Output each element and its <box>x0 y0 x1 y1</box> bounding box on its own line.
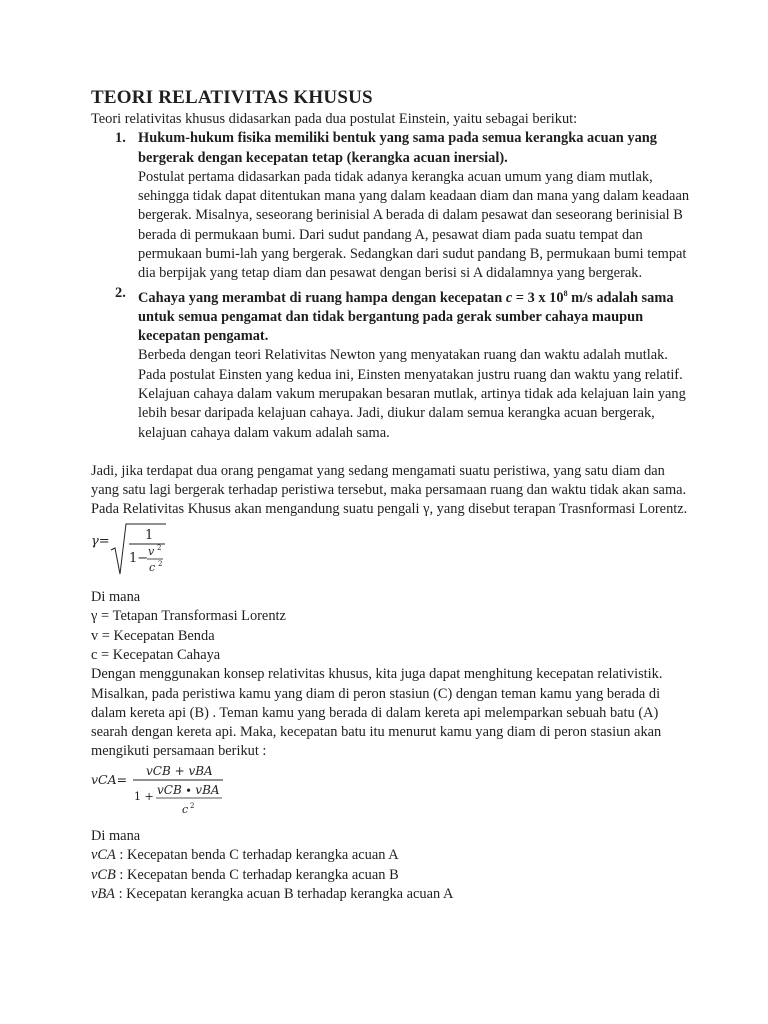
symbol: vBA <box>91 885 115 902</box>
exponent: 8 <box>563 288 568 298</box>
formula-one-minus: 1− <box>129 550 149 566</box>
velocity-paragraph: Dengan menggunakan konsep relativitas khusus, kita juga dapat menghitung kecepatan relativistik. Misalkan, pada peristiwa kamu yang diam di peron stasiun (C) dengan teman kamu yang berada di dalam kereta api (B) . Teman kamu yang berada di dalam kereta api melemparkan sebuah batu (A) searah dengan kereta api. Maka, kecepatan batu itu menurut kamu yang diam di peron stasiun akan mengikuti persamaan berikut : <box>91 666 663 760</box>
formula-c: c <box>149 560 156 574</box>
heading-text: Cahaya yang merambat di ruang hampa dengan kecepatan <box>138 289 506 306</box>
list-number: 1. <box>115 130 126 147</box>
paragraph-gap <box>91 443 691 462</box>
symbol: vCA <box>91 847 116 864</box>
di-mana-label: Di mana <box>91 828 141 844</box>
velocity-addition-formula <box>91 763 251 821</box>
definition-line: γ = Tetapan Transformasi Lorentz <box>91 608 286 625</box>
postulate-item <box>91 284 691 443</box>
heading-text: m/s adalah sama untuk semua pengamat dan tidak bergantung pada gerak sumber cahaya maupun kecepatan pengamat. <box>138 289 674 345</box>
definition-text: : Kecepatan kerangka acuan B terhadap kerangka acuan A <box>114 885 454 902</box>
definition-text: : Kecepatan benda C terhadap kerangka acuan A <box>115 847 399 864</box>
definition-line <box>91 885 691 904</box>
definition-text: : Kecepatan benda C terhadap kerangka acuan B <box>115 866 399 883</box>
postulate-heading <box>138 284 691 347</box>
definition-line: v = Kecepatan Benda <box>91 627 215 644</box>
document-title: TEORI RELATIVITAS KHUSUS <box>91 87 373 108</box>
formula-exponent: 2 <box>157 543 162 552</box>
definition-line: c = Kecepatan Cahaya <box>91 646 221 663</box>
formula-exponent: 2 <box>158 559 163 568</box>
postulate-list <box>91 129 691 443</box>
postulate-heading: Hukum-hukum fisika memiliki bentuk yang sama pada semua kerangka acuan yang bergerak dengan kecepatan tetap (kerangka acuan inersial). <box>138 130 657 166</box>
formula-numerator: 1 <box>145 527 154 543</box>
intro-paragraph: Teori relativitas khusus didasarkan pada dua postulat Einstein, yaitu sebagai berikut: <box>91 111 578 127</box>
speed-of-light-symbol: c <box>505 289 513 306</box>
symbol: vCB <box>91 866 116 883</box>
heading-text: = 3 x 10 <box>512 289 564 306</box>
lorentz-paragraph: Jadi, jika terdapat dua orang pengamat yang sedang mengamati suatu peristiwa, yang satu diam dan yang satu lagi bergerak terhadap peristiwa tersebut, maka persamaan ruang dan waktu tidak akan sama. Pada Relativitas Khusus akan mengandung suatu pengali γ, yang disebut terapan Trasnformasi Lorentz. <box>91 462 688 518</box>
formula-c: c <box>182 802 189 816</box>
formula-numerator: vCB + vBA <box>146 763 213 778</box>
formula-v: v <box>148 544 155 558</box>
formula-lhs: vCA= <box>91 771 128 787</box>
lorentz-factor-formula <box>91 522 211 580</box>
definition-line <box>91 866 691 885</box>
di-mana-label: Di mana <box>91 589 141 606</box>
formula-lhs: γ= <box>91 533 110 549</box>
formula-inner-numerator: vCB ∙ vBA <box>157 782 220 797</box>
formula-exponent: 2 <box>190 801 195 810</box>
postulate-item <box>91 129 691 283</box>
postulate-body: Postulat pertama didasarkan pada tidak adanya kerangka acuan umum yang diam mutlak, sehingga tidak dapat ditentukan mana yang dalam keadaan diam dan mana yang dalam keadaan bergerak. Misalnya, seseorang berinisial A berada di dalam pesawat dan seseorang berinisial B berada di permukaan bumi. Dari sudut pandang A, pesawat diam pada suatu tempat dan permukaan bumi-lah yang bergerak. Sedangkan dari sudut pandang B, permukaan bumi tempat dia berpijak yang tetap diam dan pesawat dengan berisi si A didalamnya yang bergerak. <box>138 168 690 282</box>
list-number: 2. <box>115 284 126 301</box>
postulate-body: Berbeda dengan teori Relativitas Newton yang menyatakan ruang dan waktu adalah mutlak. Pada postulat Einsten yang kedua ini, Einsten menyatakan justru ruang dan waktu yang relatif. Kelajuan cahaya dalam vakum merupakan besaran mutlak, artinya tidak ada kelajuan lain yang lebih besar daripada kelajuan cahaya. Jadi, diukur dalam semua kerangka acuan bergerak, kelajuan cahaya dalam vakum adalah sama. <box>138 347 686 441</box>
document-page <box>91 86 691 904</box>
definition-line <box>91 846 691 865</box>
formula-one-plus: 1 + <box>134 789 154 803</box>
